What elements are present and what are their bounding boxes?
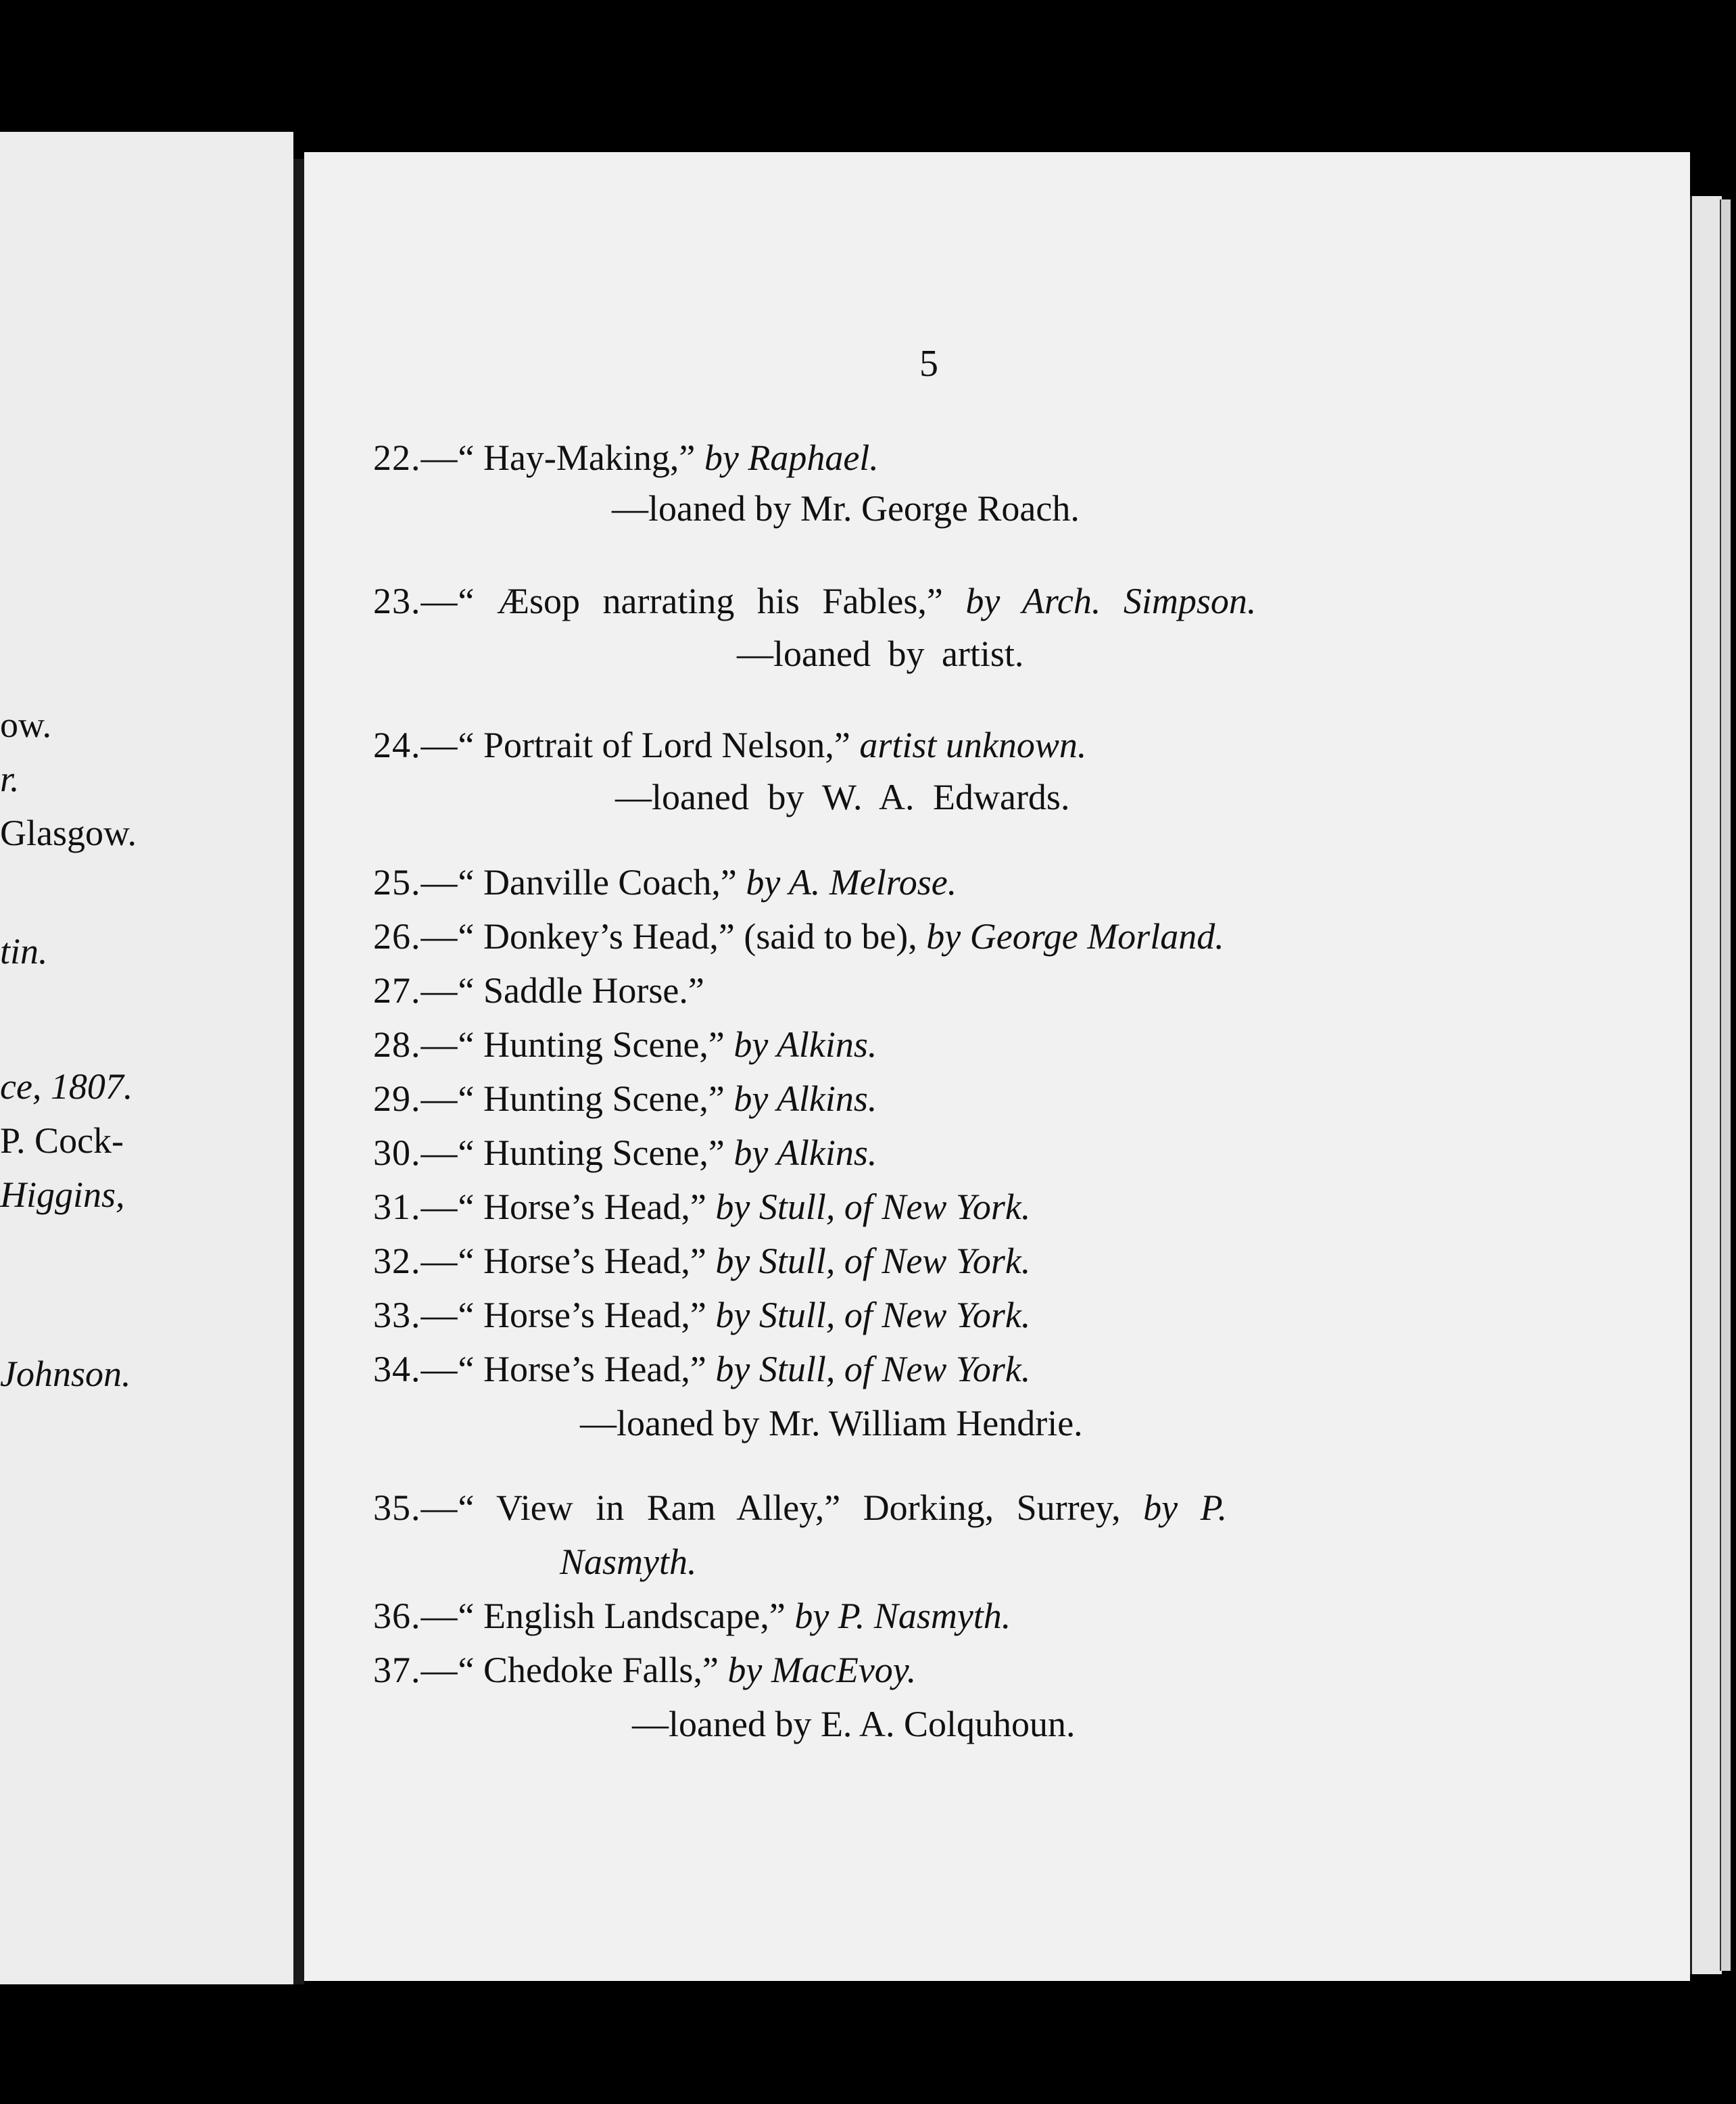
entry-number: 30.— bbox=[373, 1132, 458, 1173]
entry-attribution: by Stull, of New York. bbox=[706, 1295, 1031, 1335]
catalogue-entry bbox=[373, 1297, 1030, 1333]
left-page-line bbox=[0, 761, 20, 797]
left-page bbox=[0, 132, 293, 1984]
catalogue-entry bbox=[373, 1351, 1030, 1387]
page-number: 5 bbox=[919, 343, 938, 385]
entry-number: 22.— bbox=[373, 437, 458, 478]
entry-attribution: by Alkins. bbox=[724, 1132, 877, 1173]
entry-number: 29.— bbox=[373, 1078, 458, 1119]
entry-number: 31.— bbox=[373, 1187, 458, 1227]
entry-attribution: by Alkins. bbox=[724, 1078, 877, 1119]
catalogue-entry bbox=[373, 1026, 877, 1063]
entry-attribution: by Stull, of New York. bbox=[706, 1241, 1031, 1281]
catalogue-entry bbox=[373, 918, 1224, 955]
entry-title: “ English Landscape,” bbox=[458, 1596, 786, 1636]
entry-number: 36.— bbox=[373, 1596, 458, 1636]
loan-credit: —loaned by Mr. George Roach. bbox=[612, 488, 1080, 529]
entry-title: “ Horse’s Head,” bbox=[458, 1187, 706, 1227]
entry-attribution: by Alkins. bbox=[724, 1024, 877, 1065]
entry-title: “ Saddle Horse.” bbox=[458, 970, 704, 1011]
entry-number: 25.— bbox=[373, 862, 458, 903]
catalogue-entry bbox=[373, 439, 879, 476]
entry-number: 23.— bbox=[373, 581, 458, 621]
left-line-text: tin. bbox=[0, 931, 48, 972]
left-line-text: P. Cock- bbox=[0, 1120, 124, 1161]
loan-credit: —loaned by Mr. William Hendrie. bbox=[580, 1403, 1083, 1443]
left-page-line bbox=[0, 1356, 130, 1392]
catalogue-entry bbox=[373, 583, 1256, 619]
entry-attribution: by A. Melrose. bbox=[736, 862, 957, 903]
entry-title: “ Hunting Scene,” bbox=[458, 1078, 725, 1119]
entry-title: “ Chedoke Falls,” bbox=[458, 1650, 719, 1690]
entry-attribution: by P. Nasmyth. bbox=[785, 1596, 1011, 1636]
entry-title: “ Danville Coach,” bbox=[458, 862, 737, 903]
entry-title: “ Hay-Making,” bbox=[458, 437, 696, 478]
entry-attribution: by George Morland. bbox=[917, 916, 1224, 957]
left-line-text: Johnson. bbox=[0, 1354, 131, 1394]
entry-number: 26.— bbox=[373, 916, 458, 957]
entry-attribution: by MacEvoy. bbox=[718, 1650, 917, 1690]
entry-title: “ Portrait of Lord Nelson,” bbox=[458, 725, 850, 765]
entry-title: “ Horse’s Head,” bbox=[458, 1295, 706, 1335]
entry-title: “ Hunting Scene,” bbox=[458, 1024, 725, 1065]
left-line-text: ce, 1807. bbox=[0, 1066, 133, 1107]
entry-attribution: artist unknown. bbox=[850, 725, 1087, 765]
entry-number: 35.— bbox=[373, 1487, 458, 1528]
entry-number: 37.— bbox=[373, 1650, 458, 1690]
loan-credit: —loaned by artist. bbox=[737, 633, 1024, 674]
left-page-line bbox=[0, 1068, 132, 1105]
entry-title: “ View in Ram Alley,” Dorking, Surrey, bbox=[458, 1487, 1121, 1528]
catalogue-entry bbox=[373, 864, 957, 901]
entry-attribution: by Arch. Simpson. bbox=[942, 581, 1257, 621]
catalogue-entry bbox=[373, 1080, 877, 1117]
book-spine bbox=[293, 159, 304, 1984]
entry-title: “ Horse’s Head,” bbox=[458, 1241, 706, 1281]
catalogue-entry bbox=[373, 727, 1086, 763]
entry-number: 34.— bbox=[373, 1349, 458, 1389]
left-page-line bbox=[0, 933, 48, 970]
loan-credit: —loaned by E. A. Colquhoun. bbox=[632, 1704, 1076, 1744]
catalogue-entry bbox=[373, 1189, 1030, 1225]
entry-number: 24.— bbox=[373, 725, 458, 765]
left-line-text: Higgins, bbox=[0, 1174, 125, 1215]
left-page-line bbox=[0, 1176, 125, 1213]
entry-continuation: Nasmyth. bbox=[560, 1541, 697, 1582]
entry-attribution: by Stull, of New York. bbox=[706, 1349, 1031, 1389]
entry-number: 27.— bbox=[373, 970, 458, 1011]
entry-number: 28.— bbox=[373, 1024, 458, 1065]
entry-title: “ Horse’s Head,” bbox=[458, 1349, 706, 1389]
entry-title: “ Hunting Scene,” bbox=[458, 1132, 725, 1173]
entry-number: 32.— bbox=[373, 1241, 458, 1281]
left-line-text: Glasgow. bbox=[0, 813, 137, 853]
left-line-text: r. bbox=[0, 759, 20, 799]
page-edge bbox=[1720, 199, 1731, 1971]
catalogue-entry bbox=[373, 1598, 1011, 1634]
catalogue-entry bbox=[373, 972, 704, 1009]
entry-title: “ Donkey’s Head,” (said to be), bbox=[458, 916, 917, 957]
entry-attribution: by Stull, of New York. bbox=[706, 1187, 1031, 1227]
left-page-line bbox=[0, 815, 137, 851]
left-page-line bbox=[0, 1122, 124, 1159]
entry-number: 33.— bbox=[373, 1295, 458, 1335]
loan-credit: —loaned by W. A. Edwards. bbox=[615, 777, 1070, 817]
entry-title: “ Æsop narrating his Fables,” bbox=[458, 581, 943, 621]
catalogue-entry bbox=[373, 1243, 1030, 1279]
page-edge bbox=[1690, 196, 1722, 1974]
catalogue-entry bbox=[373, 1489, 1227, 1526]
left-page-line bbox=[0, 704, 51, 745]
catalogue-entry bbox=[373, 1134, 877, 1171]
entry-attribution: by P. bbox=[1120, 1487, 1228, 1528]
left-line-text: ow. bbox=[0, 704, 51, 745]
catalogue-entry bbox=[373, 1652, 916, 1688]
entry-attribution: by Raphael. bbox=[695, 437, 879, 478]
